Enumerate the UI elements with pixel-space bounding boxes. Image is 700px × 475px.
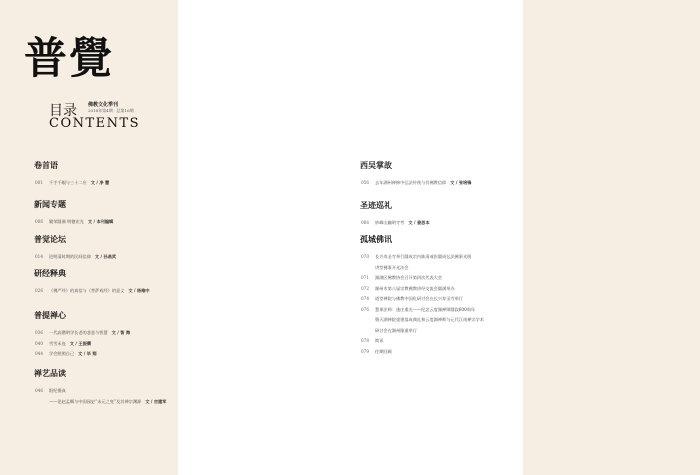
toc-entry xyxy=(361,350,392,354)
toc-entry xyxy=(361,255,471,259)
right-column xyxy=(523,0,700,475)
toc-entry xyxy=(361,308,475,312)
toc-section-title: 孤城佛讯 xyxy=(360,234,392,244)
left-column xyxy=(0,0,178,475)
toc-entry-title: 雪雪禾连 xyxy=(49,340,66,346)
toc-entry-title: 简讯 xyxy=(375,338,384,343)
toc-entry-title: ——论赵孟頫与中国园史“末元之变”及其禅宗渊源 xyxy=(49,398,142,404)
toc-entry-author: 文 / 孙昌武 xyxy=(94,254,117,259)
toc-entry-title: 千手千眼与三十二应 xyxy=(49,180,87,185)
toc-entry xyxy=(35,220,113,224)
toc-entry xyxy=(35,331,130,335)
toc-section-title: 卷首语 xyxy=(34,160,58,170)
toc-entry xyxy=(361,181,471,185)
toc-section-title: 圣迹巡礼 xyxy=(360,200,392,210)
toc-section-title: 普提禅心 xyxy=(34,310,66,320)
toc-entry-page: 074 xyxy=(361,296,369,301)
toc-entry-title: 阳纪慢真 xyxy=(49,388,66,393)
toc-entry xyxy=(35,255,116,259)
toc-entry-title: 繁荣圆满 明德宏光 xyxy=(49,219,84,224)
toc-entry-title: 去年湖州禅修中弘法传统与其佛教信仰 xyxy=(375,180,447,185)
toc-entry-title: 湖湖区佛教协会召开第四次代表大会 xyxy=(375,275,443,280)
toc-entry-author: 文 / 张培锋 xyxy=(450,180,472,185)
toc-entry xyxy=(361,276,442,280)
toc-section-title: 研经释典 xyxy=(34,268,66,278)
toc-entry-author: 文 / 吉建军 xyxy=(145,398,167,404)
toc-entry-author: 文 / 智 海 xyxy=(111,330,131,335)
magazine-logo: 普覺 xyxy=(24,34,114,84)
toc-entry-title: 暨天湖禅院重建落成典礼和云度湖禅师与元代江南禅宗学术 xyxy=(375,317,484,322)
toc-entry-page: 040 xyxy=(35,340,43,346)
toc-entry xyxy=(361,297,463,301)
toc-entry-page: 014 xyxy=(35,254,43,259)
toc-entry-title: 妙峰山幽明寺考 xyxy=(375,220,405,225)
toc-entry xyxy=(35,181,109,185)
toc-entry-title: 学会照照自己 xyxy=(49,351,75,356)
toc-entry-author: 文 / 本刊编辑 xyxy=(87,219,114,224)
issue-date: 2018年第4期 · 总第16期 xyxy=(88,108,134,113)
toc-entry-title: 论明清时期的民间信仰 xyxy=(49,254,91,259)
toc-entry xyxy=(361,318,484,322)
toc-entry-page: 026 xyxy=(35,288,43,293)
toc-entry-page: 006 xyxy=(35,219,43,224)
toc-entry-page: 001 xyxy=(35,180,43,185)
toc-english-title: CONTENTS xyxy=(49,116,141,131)
toc-entry-title: 湖州市第八届宗教佛教讲经交流会圆满举办 xyxy=(375,285,455,291)
toc-entry xyxy=(35,352,97,356)
toc-entry xyxy=(361,287,455,291)
toc-section-title: 普觉论坛 xyxy=(34,234,66,244)
toc-entry-page: 076 xyxy=(361,306,369,312)
toc-entry-title: 长兴寿圣寺举行圆成宗内陈清戒弥圆成弘法佛事光明 xyxy=(375,254,472,259)
toc-entry-title: 道堂禅院与佛教中国化研讨会在长兴寿圣寺举行 xyxy=(375,296,463,301)
toc-entry-title: 往期回顾 xyxy=(375,348,392,354)
issue-name: 佛教文化季刊 xyxy=(88,102,119,108)
toc-section-title: 禅艺品读 xyxy=(34,368,66,378)
toc-entry xyxy=(35,389,66,393)
toc-entry xyxy=(361,339,383,343)
toc-entry-author: 文 / 杨维中 xyxy=(128,288,150,293)
toc-entry-author: 文 / 王振儒 xyxy=(69,340,91,346)
toc-section-title: 新闻专题 xyxy=(34,199,66,209)
toc-entry-title: 讲堂佛事开光法会 xyxy=(375,264,409,270)
toc-entry-page: 044 xyxy=(35,351,43,356)
toc-entry-page: 071 xyxy=(361,275,369,280)
toc-entry-page: 046 xyxy=(35,388,43,393)
toc-entry-page: 070 xyxy=(361,254,369,259)
toc-entry-page: 079 xyxy=(361,348,369,354)
toc-title: 目录 xyxy=(49,103,77,119)
toc-entry-title: 研讨会在湖州隆重举行 xyxy=(375,327,417,333)
toc-entry-author: 文 / 毕 翔 xyxy=(78,351,97,356)
toc-entry xyxy=(361,266,409,270)
toc-entry-page: 066 xyxy=(361,220,369,225)
toc-entry xyxy=(35,400,166,404)
toc-entry-page: 072 xyxy=(361,285,369,291)
toc-entry xyxy=(361,329,417,333)
toc-entry xyxy=(35,342,91,346)
toc-entry-title: 一代高僧明学长老的悲悲与智慧 xyxy=(49,330,108,335)
toc-section-title: 西吴掌故 xyxy=(360,160,392,170)
toc-entry-title: 《佛严经》的真信与《菩萨戒经》的意义 xyxy=(49,288,125,293)
toc-entry-author: 文 / 姜思本 xyxy=(408,220,430,225)
middle-column xyxy=(178,0,523,475)
toc-entry xyxy=(361,221,430,225)
toc-entry-author: 文 / 净 慧 xyxy=(90,180,110,185)
toc-entry-page: 078 xyxy=(361,338,369,343)
toc-entry xyxy=(35,289,150,293)
toc-entry-page: 056 xyxy=(361,180,369,185)
toc-entry-title: 慧果法师：逢庄重光——纪念云度湖禅师圆寂600周年 xyxy=(375,306,476,312)
toc-entry-page: 036 xyxy=(35,330,43,335)
